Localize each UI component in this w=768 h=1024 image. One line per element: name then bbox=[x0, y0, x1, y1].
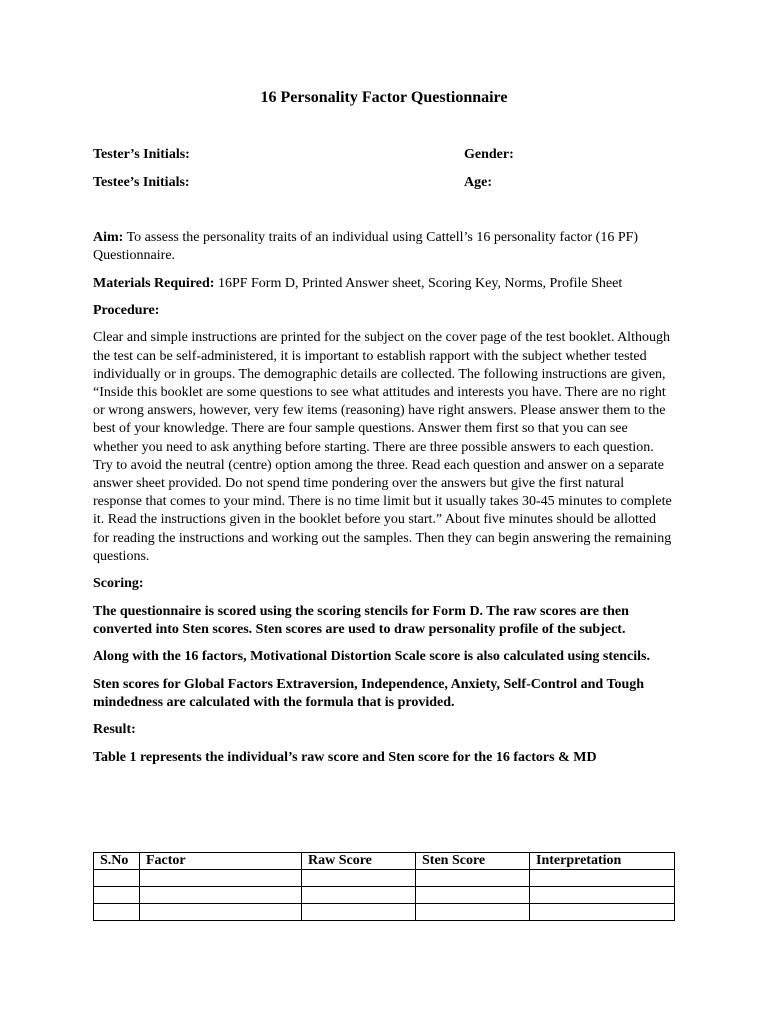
table-cell bbox=[140, 887, 302, 904]
procedure-heading: Procedure: bbox=[93, 302, 160, 318]
scoring-paragraph-1: The questionnaire is scored using the scoring stencils for Form D. The raw scores are then converted into Sten scores. Sten scores are used to draw personality profile of the subject. bbox=[93, 603, 629, 637]
table-cell bbox=[94, 870, 140, 887]
table-cell bbox=[530, 904, 675, 921]
results-table bbox=[93, 852, 675, 921]
header-interpretation: Interpretation bbox=[530, 853, 675, 870]
header-sten-score: Sten Score bbox=[416, 853, 530, 870]
header-raw-score: Raw Score bbox=[302, 853, 416, 870]
table-cell bbox=[94, 904, 140, 921]
table-cell bbox=[530, 870, 675, 887]
table-cell bbox=[94, 887, 140, 904]
table-row bbox=[94, 870, 675, 887]
table-cell bbox=[416, 870, 530, 887]
scoring-paragraph-3: Sten scores for Global Factors Extraversion, Independence, Anxiety, Self-Control and Tough mindedness are calculated with the formula that is provided. bbox=[93, 676, 645, 710]
header-factor: Factor bbox=[140, 853, 302, 870]
age-label: Age: bbox=[464, 175, 492, 190]
table-cell bbox=[140, 904, 302, 921]
result-heading: Result: bbox=[93, 722, 136, 738]
document-body bbox=[93, 229, 675, 776]
table-header-row bbox=[94, 853, 675, 870]
document-title: 16 Personality Factor Questionnaire bbox=[260, 89, 508, 106]
procedure-text: Clear and simple instructions are printed for the subject on the cover page of the test booklet. Although the test can be self-administered, it is important to establish rapport with the subject whether tested individually or in groups. The demographic details are collected. The following instructions are given, “Inside this booklet are some questions to see what attitudes and interests you have. There are no right or wrong answers, however, very few items (reasoning) have right answers. Please answer them to the best of your knowledge. There are four sample questions. Answer them first so that you can see whether you need to ask anything before starting. There are three possible answers to each question. Try to avoid the neutral (centre) option among the three. Read each question and answer on a separate answer sheet provided. Do not spend time pondering over the answers but give the first natural response that comes to your mind. There is no time limit but it usually takes 30-45 minutes to complete it. Read the instructions given in the booklet before you start.” About five minutes should be allotted for reading the instructions and working out the samples. Then they can begin answering the remaining questions. bbox=[93, 330, 672, 564]
table-cell bbox=[140, 870, 302, 887]
table-row bbox=[94, 904, 675, 921]
table-cell bbox=[416, 904, 530, 921]
testee-initials-label: Testee’s Initials: bbox=[93, 175, 190, 190]
scoring-heading: Scoring: bbox=[93, 576, 144, 592]
scoring-paragraph-2: Along with the 16 factors, Motivational Distortion Scale score is also calculated using stencils. bbox=[93, 649, 650, 665]
aim-label: Aim: bbox=[93, 230, 124, 245]
materials-label: Materials Required: bbox=[93, 275, 215, 291]
table-row bbox=[94, 887, 675, 904]
aim-paragraph bbox=[93, 229, 675, 265]
header-sno: S.No bbox=[94, 853, 140, 870]
table-cell bbox=[302, 870, 416, 887]
table-cell bbox=[302, 887, 416, 904]
aim-text: To assess the personality traits of an individual using Cattell’s 16 personality factor (16 PF) Questionnaire. bbox=[93, 230, 639, 264]
materials-text: 16PF Form D, Printed Answer sheet, Scoring Key, Norms, Profile Sheet bbox=[214, 275, 623, 291]
table-cell bbox=[530, 887, 675, 904]
table-cell bbox=[302, 904, 416, 921]
table-caption: Table 1 represents the individual’s raw score and Sten score for the 16 factors & MD bbox=[93, 749, 597, 765]
materials-paragraph bbox=[93, 275, 675, 293]
table-cell bbox=[416, 887, 530, 904]
tester-initials-label: Tester’s Initials: bbox=[93, 147, 190, 162]
gender-label: Gender: bbox=[464, 147, 514, 162]
